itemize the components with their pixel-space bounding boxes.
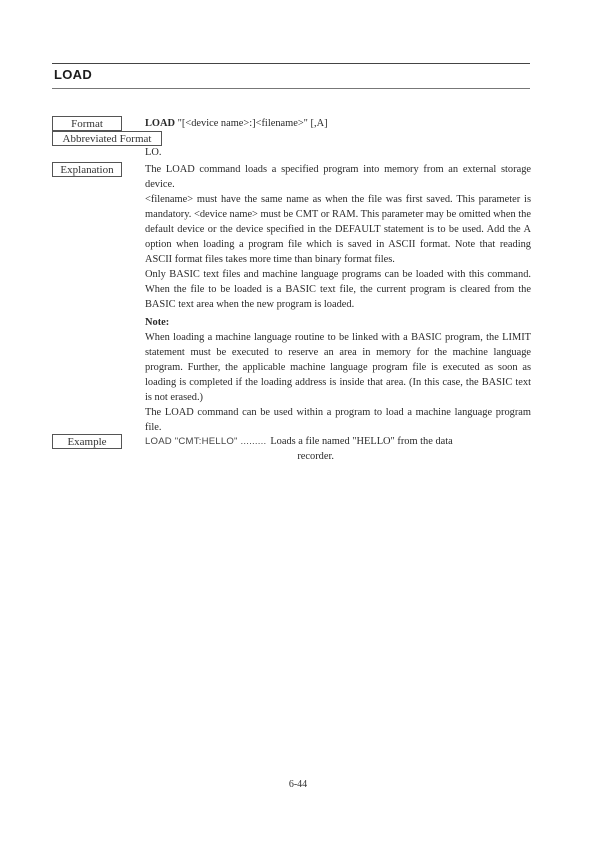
abbreviated-format-value: LO. bbox=[145, 147, 162, 158]
explanation-paragraph: The LOAD command loads a specified program into memory from an external storage device. bbox=[145, 164, 531, 190]
example-leader: ......... bbox=[237, 436, 267, 447]
example-description bbox=[266, 434, 531, 464]
explanation-paragraph: Only BASIC text files and machine language programs can be loaded with this command. When the file to be loaded is a BASIC text file, the current program is cleared from the BASIC text area when the new program is loaded. bbox=[145, 269, 531, 310]
header-rule-top bbox=[52, 63, 530, 64]
example-code bbox=[145, 434, 266, 464]
format-syntax-rest: "[<device name>:]<filename>" [,A] bbox=[175, 118, 328, 129]
example-section bbox=[145, 434, 531, 464]
example-code-text: LOAD "CMT:HELLO" bbox=[145, 436, 238, 447]
example-description-line1: Loads a file named "HELLO" from the data bbox=[270, 436, 453, 447]
explanation-section bbox=[145, 162, 531, 435]
example-tag: Example bbox=[52, 434, 122, 449]
note-paragraph: When loading a machine language routine to be linked with a BASIC program, the LIMIT statement must be executed to reserve an area in memory for the machine language program. Further, the applicable machine language program file is executed as soon as loading is completed if the loading address is inside that area. (In this case, the BASIC text is not erased.) bbox=[145, 332, 531, 403]
explanation-tag: Explanation bbox=[52, 162, 122, 177]
format-keyword: LOAD bbox=[145, 118, 176, 129]
note-paragraph: The LOAD command can be used within a program to load a machine language program file. bbox=[145, 407, 531, 433]
format-syntax bbox=[145, 116, 531, 131]
explanation-paragraph: <filename> must have the same name as when the file was first saved. This parameter is mandatory. <device name> must be CMT or RAM. This parameter may be omitted when the default device or the device specified in the DEFAULT statement is to be used. Add the A option when loading a program file which is saved in ASCII format. Note that reading ASCII format files takes more time than binary format files. bbox=[145, 194, 531, 265]
page-title: LOAD bbox=[54, 67, 93, 82]
header-rule-bottom bbox=[52, 88, 530, 89]
page-number: 6-44 bbox=[288, 779, 308, 790]
note-heading: Note: bbox=[145, 317, 170, 328]
abbreviated-format-tag: Abbreviated Format bbox=[52, 131, 162, 146]
example-description-line2: recorder. bbox=[297, 451, 334, 462]
format-tag: Format bbox=[52, 116, 122, 131]
